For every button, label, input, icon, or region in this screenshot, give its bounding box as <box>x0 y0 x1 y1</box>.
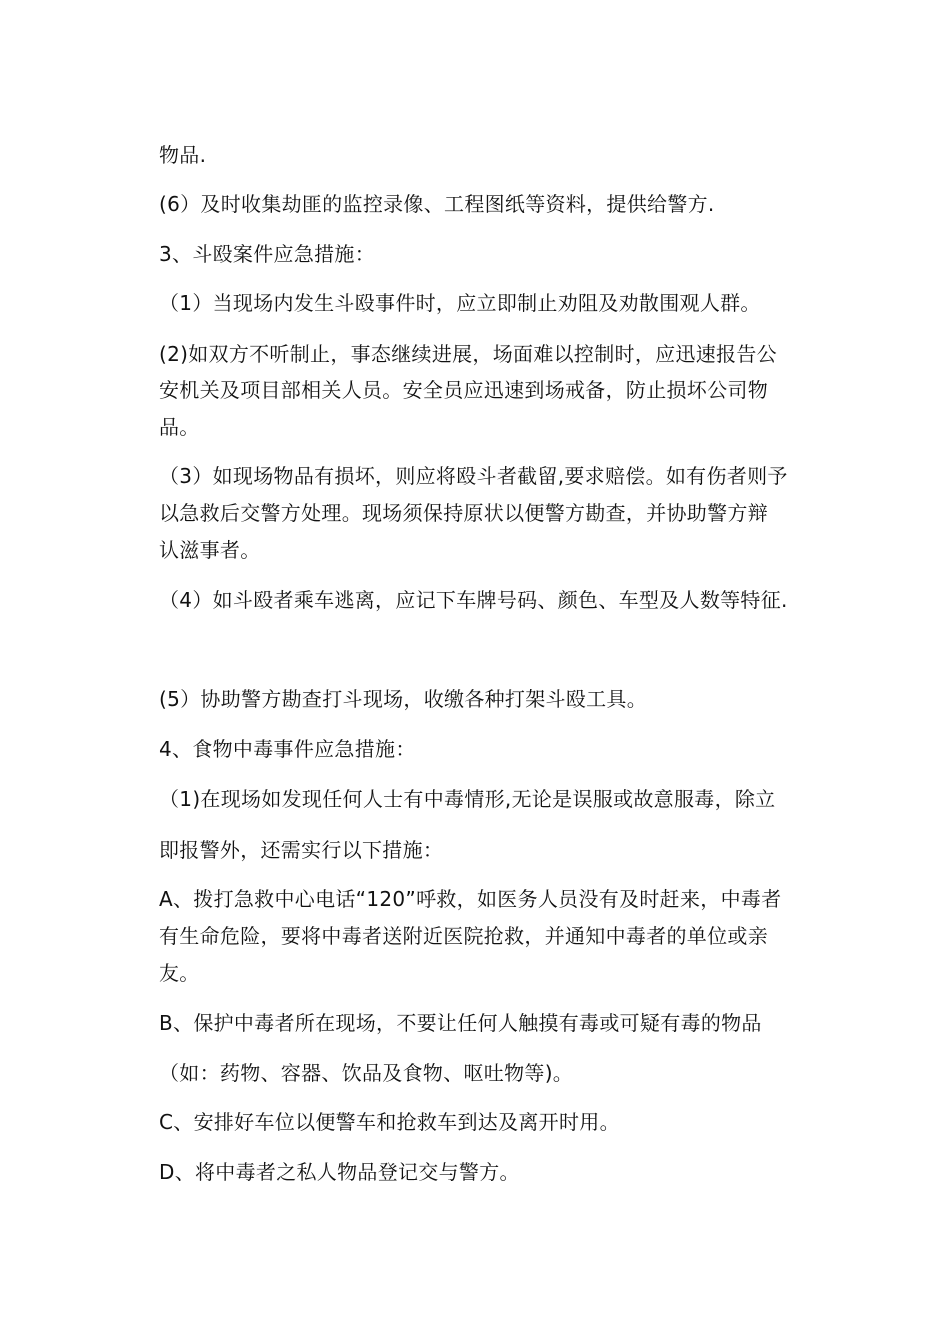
text-line: (6）及时收集劫匪的监控录像、工程图纸等资料，提供给警方. <box>159 192 715 216</box>
text-line: 即报警外，还需实行以下措施： <box>159 838 444 862</box>
text-line: 品。 <box>159 415 200 439</box>
text-line: B、保护中毒者所在现场，不要让任何人触摸有毒或可疑有毒的物品 <box>159 1011 762 1035</box>
section-heading: 4、食物中毒事件应急措施： <box>159 737 416 761</box>
text-line: 认滋事者。 <box>159 538 261 562</box>
text-line: 物品. <box>159 143 207 167</box>
text-line: （1）当现场内发生斗殴事件时，应立即制止劝阻及劝散围观人群。 <box>159 291 761 315</box>
text-line: 以急救后交警方处理。现场须保持原状以便警方勘查，并协助警方辩 <box>159 501 768 525</box>
text-line: （4）如斗殴者乘车逃离，应记下车牌号码、颜色、车型及人数等特征. <box>159 588 788 612</box>
text-line: C、安排好车位以便警车和抢救车到达及离开时用。 <box>159 1110 620 1134</box>
section-heading: 3、斗殴案件应急措施： <box>159 242 376 266</box>
text-line: （如：药物、容器、饮品及食物、呕吐物等)。 <box>159 1061 574 1085</box>
text-line: (5）协助警方勘查打斗现场，收缴各种打架斗殴工具。 <box>159 687 648 711</box>
text-line: A、拨打急救中心电话“120”呼救，如医务人员没有及时赶来，中毒者 <box>159 887 782 911</box>
text-line: （3）如现场物品有损坏，则应将殴斗者截留,要求赔偿。如有伤者则予 <box>159 464 788 488</box>
text-line: (2)如双方不听制止，事态继续进展，场面难以控制时，应迅速报告公 <box>159 342 777 366</box>
text-line: 友。 <box>159 961 200 985</box>
text-line: 有生命危险，要将中毒者送附近医院抢救，并通知中毒者的单位或亲 <box>159 924 768 948</box>
text-line: 安机关及项目部相关人员。安全员应迅速到场戒备，防止损坏公司物 <box>159 378 768 402</box>
text-line: （1)在现场如发现任何人士有中毒情形,无论是误服或故意服毒，除立 <box>159 787 776 811</box>
text-line: D、将中毒者之私人物品登记交与警方。 <box>159 1160 520 1184</box>
